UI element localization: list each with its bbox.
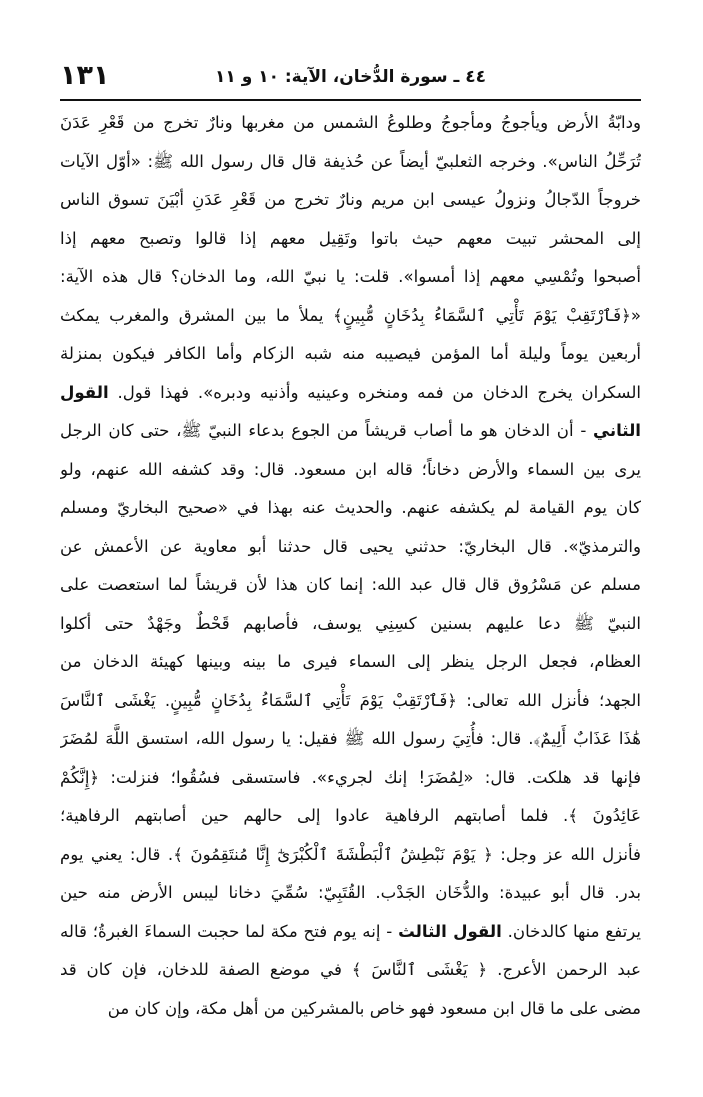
text-segment: يرتفع منها كالدخان. [501,921,641,941]
text-segment: - أن الدخان هو ما أصاب قريشاً من الجوع بدعاء النبيّ ﷺ، حتى كان الرجل [60,421,594,440]
text-line [60,220,641,259]
text-line [60,297,641,336]
page-header [60,58,641,98]
text-line [60,951,641,990]
text-segment: يرى بين السماء والأرض دخاناً؛ قاله ابن مسعود. قال: وقد كشفه الله عنهم، ولو [60,459,641,479]
text-segment: بدر. قال أبو عبيدة: والدُّخَان الجَدْب. القُتَبِيّ: سُمِّيَ دخانا ليبس الأرض منه حين [60,883,641,902]
text-line [60,836,641,875]
running-title: ٤٤ ـ سورة الدُّخان، الآية: ١٠ و ١١ [215,67,486,87]
text-segment: عَائِدُونَ ﴾. فلما أصابتهم الرفاهية عادوا إلى حالهم حين أصابتهم الرفاهية؛ [60,806,641,825]
bold-heading-text: القول الثالث [398,921,502,941]
header-rule [60,99,641,101]
text-segment: فإنها قد هلكت. قال: «لِمُضَرَ! إنك لجريء». فاستسقى فسُقُوا؛ فنزلت: ﴿إِنَّكُمْ [60,767,641,787]
text-segment: مسلم عن مَسْرُوق قال قال عبد الله: إنما كان هذا لأن قريشاً لما استعصت على [60,575,641,594]
text-line [60,374,641,413]
text-line [60,759,641,798]
text-line [60,258,641,297]
text-line [60,643,641,682]
text-segment: النبيّ ﷺ دعا عليهم بسنين كسِنِي يوسف، فأصابهم قَحْطٌ وجَهْدٌ حتى أكلوا [60,613,641,633]
text-segment: «﴿فَٱرْتَقِبْ يَوْمَ تَأْتِي ٱلسَّمَاءُ بِدُخَانٍ مُّبِينٍ﴾ يملأ ما بين المشرق والمغرب يمكث [60,305,641,325]
bold-heading-text: القول [60,382,109,402]
text-line [60,990,641,1029]
text-segment: أربعين يوماً وليلة أما المؤمن فيصيبه منه شبه الزكام وأما الكافر فيكون بمنزلة [60,344,641,363]
text-segment: خروجاً الدّجالُ ونزولُ عيسى ابن مريم ونارٌ تخرج من قَعْرِ عَدَنِ أبْيَنَ تسوق الناس [60,190,641,209]
text-segment: الجهد؛ فأنزل الله تعالى: ﴿فَٱرْتَقِبْ يَوْمَ تَأْتِي ٱلسَّمَاءُ بِدُخَانٍ مُّبِينٍ. يَغْشَى ٱلنَّاسَ [60,690,641,710]
bold-heading-text: الثاني [593,421,641,440]
text-line [60,412,641,451]
text-line [60,874,641,913]
text-line [60,335,641,374]
text-line [60,143,641,182]
text-line [60,181,641,220]
page-number: ١٣١ [60,60,110,91]
text-line [60,566,641,605]
text-segment: عبد الرحمن الأعرج. ﴿ يَغْشَى ٱلنَّاسَ ﴾ في موضع الصفة للدخان، فإن كان قد [60,960,641,979]
text-line [60,104,641,143]
body-text [60,104,641,1028]
text-segment: ودابّةُ الأرض ويأجوجُ ومأجوجُ وطلوعُ الشمس من مغربها ونارٌ تخرج من قَعْرِ عَدَنَ [60,113,641,132]
text-line [60,528,641,567]
text-segment: - إنه يوم فتح مكة لما حجبت السماءَ الغبرةُ؛ قاله [60,921,399,941]
text-segment: مضى على ما قال ابن مسعود فهو خاص بالمشركين من أهل مكة، وإن كان من [107,998,641,1018]
text-segment: تُرَحِّلُ الناس». وخرجه الثعلبيّ أيضاً عن حُذيفة قال قال رسول الله ﷺ: «أوّل الآيات [60,151,641,171]
text-line [60,605,641,644]
text-line [60,489,641,528]
text-segment: هَٰذَا عَذَابٌ أَلِيمٌ﴾. قال: فأُتِيَ رسول الله ﷺ فقيل: يا رسول الله، استسق اللَّهَ لمُضَرَ [60,729,641,748]
text-segment: أصبحوا وتُمْسِي معهم إذا أمسوا». قلت: يا نبيّ الله، وما الدخان؟ قال هذه الآية: [60,267,641,286]
text-line [60,913,641,952]
text-line [60,682,641,721]
text-segment: والترمذيّ». قال البخاريّ: حدثني يحيى قال حدثنا أبو معاوية عن الأعمش عن [60,536,641,556]
text-segment: العظام، فجعل الرجل ينظر إلى السماء فيرى ما بينه وبينها كهيئة الدخان من [60,652,641,671]
text-segment: السكران يخرج الدخان من فمه ومنخره وعينيه وأذنيه ودبره». فهذا قول. [108,382,641,402]
text-segment: إلى المحشر تبيت معهم حيث باتوا وتَقِيل معهم إذا قالوا وتصبح معهم إذا [60,228,641,248]
text-segment: فأنزل الله عز وجل: ﴿ يَوْمَ نَبْطِشُ ٱلْبَطْشَةَ ٱلْكُبْرَىٰٓ إِنَّا مُنتَقِمُونَ ﴾. قال: يعني يوم [60,844,641,864]
text-line [60,451,641,490]
text-line [60,720,641,759]
text-line [60,797,641,836]
text-segment: كان يوم القيامة لم يكشفه عنهم. والحديث عنه بهذا في «صحيح البخاريّ ومسلم [60,498,641,517]
